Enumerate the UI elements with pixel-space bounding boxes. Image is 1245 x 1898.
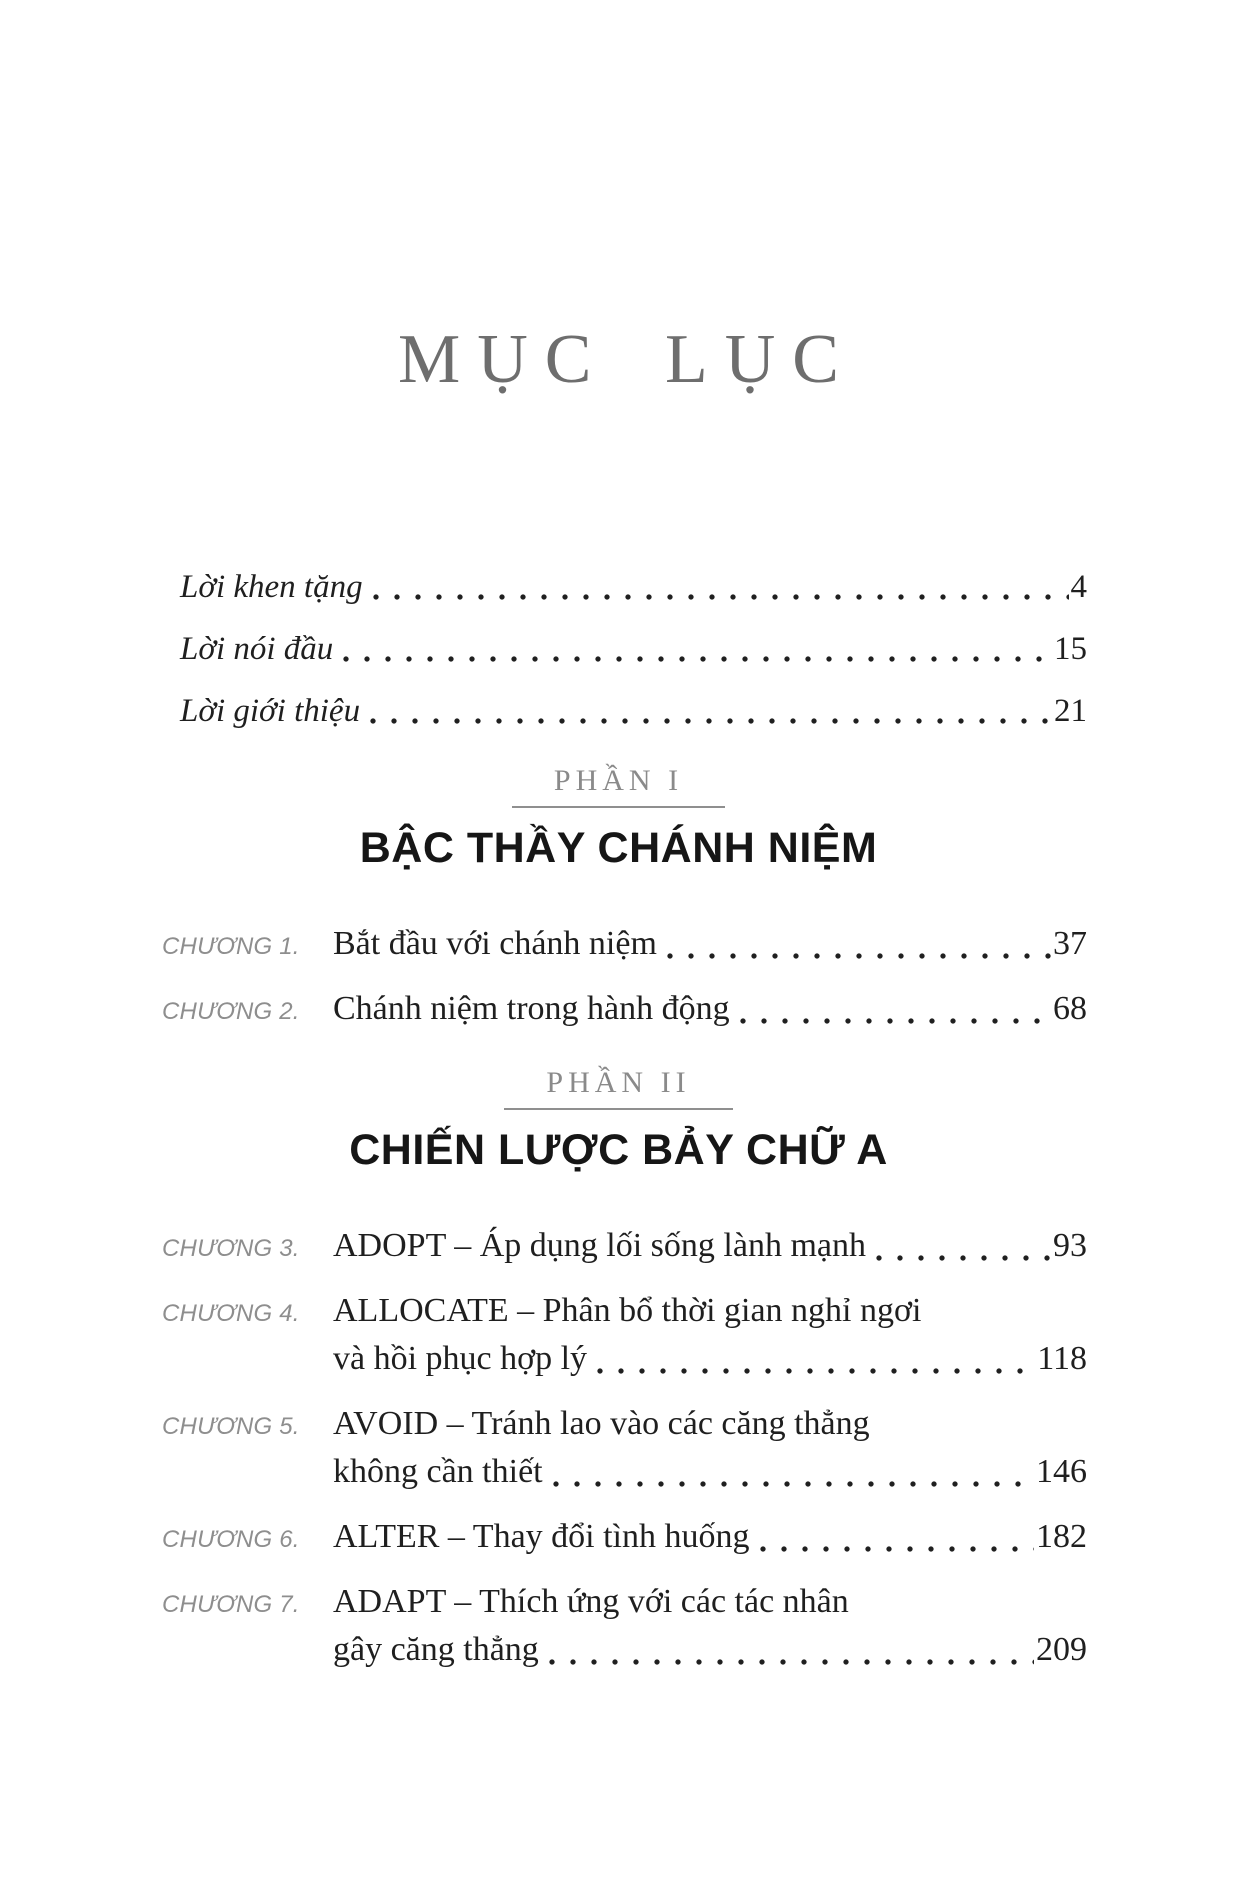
chapter-page-number: 209: [1036, 1631, 1087, 1668]
chapter-title: AVOID – Tránh lao vào các căng thẳng: [333, 1405, 870, 1442]
toc-entry-row: [180, 567, 1087, 607]
chapter-page-number: 37: [1053, 925, 1087, 962]
chapter-title: ALLOCATE – Phân bổ thời gian nghỉ ngơi: [333, 1292, 922, 1329]
chapter-entry: [333, 1287, 1087, 1383]
chapter-title-line: [333, 1448, 1087, 1496]
toc-entry-row: [180, 691, 1087, 731]
entry-title: Lời giới thiệu: [180, 693, 361, 729]
chapter-page-number: 118: [1037, 1340, 1087, 1377]
chapter-entry: [333, 985, 1087, 1033]
part-title: CHIẾN LƯỢC BẢY CHỮ A: [349, 1126, 888, 1174]
part-heading: [150, 1067, 1087, 1174]
chapter-title-line: [333, 1513, 1087, 1561]
dot-leader: [760, 1546, 1035, 1552]
chapter-title-line: [333, 1222, 1087, 1270]
chapter-page-number: 68: [1053, 990, 1087, 1027]
chapter-label: CHƯƠNG 5.: [162, 1413, 300, 1440]
chapter-title-line: [333, 1626, 1087, 1674]
dot-leader: [553, 1481, 1034, 1487]
chapter-entry: [333, 920, 1087, 968]
chapter-title-continued: và hồi phục hợp lý: [333, 1340, 588, 1377]
chapter-title-line: [333, 1335, 1087, 1383]
chapter-title: ALTER – Thay đổi tình huống: [333, 1518, 750, 1555]
dot-leader: [343, 656, 1052, 662]
entry-page-number: 15: [1054, 631, 1087, 667]
dot-leader: [597, 1368, 1035, 1374]
chapter-label: CHƯƠNG 1.: [162, 933, 300, 960]
chapter-row: [150, 1222, 1087, 1270]
entry-title: Lời khen tặng: [180, 569, 363, 605]
chapter-title-continued: gây căng thẳng: [333, 1631, 539, 1668]
dot-leader: [876, 1255, 1051, 1261]
chapter-entry: [333, 1578, 1087, 1674]
entry-title: Lời nói đầu: [180, 631, 334, 667]
entry-page-number: 4: [1070, 569, 1087, 605]
chapter-title-line: [333, 920, 1087, 968]
chapter-title-line: [333, 985, 1087, 1033]
chapter-title-line: [333, 1287, 1087, 1335]
chapter-row: [150, 1287, 1087, 1383]
part-label: PHẦN I: [512, 765, 725, 808]
chapter-title-continued: không cần thiết: [333, 1453, 543, 1490]
chapter-label: CHƯƠNG 3.: [162, 1235, 300, 1262]
chapter-page-number: 182: [1036, 1518, 1087, 1555]
part-title: BẬC THẦY CHÁNH NIỆM: [359, 824, 878, 872]
dot-leader: [667, 953, 1051, 959]
chapter-page-number: 146: [1036, 1453, 1087, 1490]
chapter-label: CHƯƠNG 7.: [162, 1591, 300, 1618]
chapter-title: Chánh niệm trong hành động: [333, 990, 730, 1027]
dot-leader: [373, 594, 1069, 600]
chapter-row: [150, 985, 1087, 1033]
dot-leader: [740, 1018, 1051, 1024]
page-title: MỤC LỤC: [398, 321, 856, 398]
dot-leader: [370, 718, 1052, 724]
chapter-row: [150, 1513, 1087, 1561]
chapter-list: [150, 1222, 1087, 1674]
chapter-list: [150, 920, 1087, 1033]
part-label: PHẦN II: [504, 1067, 732, 1110]
chapter-row: [150, 920, 1087, 968]
chapter-title: ADOPT – Áp dụng lối sống lành mạnh: [333, 1227, 866, 1264]
chapter-entry: [333, 1222, 1087, 1270]
chapter-title-line: [333, 1578, 1087, 1626]
part-heading: [150, 765, 1087, 872]
chapter-label: CHƯƠNG 2.: [162, 998, 300, 1025]
chapter-title: ADAPT – Thích ứng với các tác nhân: [333, 1583, 849, 1620]
chapter-entry: [333, 1400, 1087, 1496]
chapter-label: CHƯƠNG 6.: [162, 1526, 300, 1553]
entry-page-number: 21: [1054, 693, 1087, 729]
chapter-row: [150, 1400, 1087, 1496]
chapter-row: [150, 1578, 1087, 1674]
chapter-title: Bắt đầu với chánh niệm: [333, 925, 657, 962]
chapter-page-number: 93: [1053, 1227, 1087, 1264]
front-matter-list: [180, 567, 1087, 731]
chapter-title-line: [333, 1400, 1087, 1448]
chapter-entry: [333, 1513, 1087, 1561]
chapter-label: CHƯƠNG 4.: [162, 1300, 300, 1327]
toc-entry-row: [180, 629, 1087, 669]
dot-leader: [549, 1659, 1034, 1665]
